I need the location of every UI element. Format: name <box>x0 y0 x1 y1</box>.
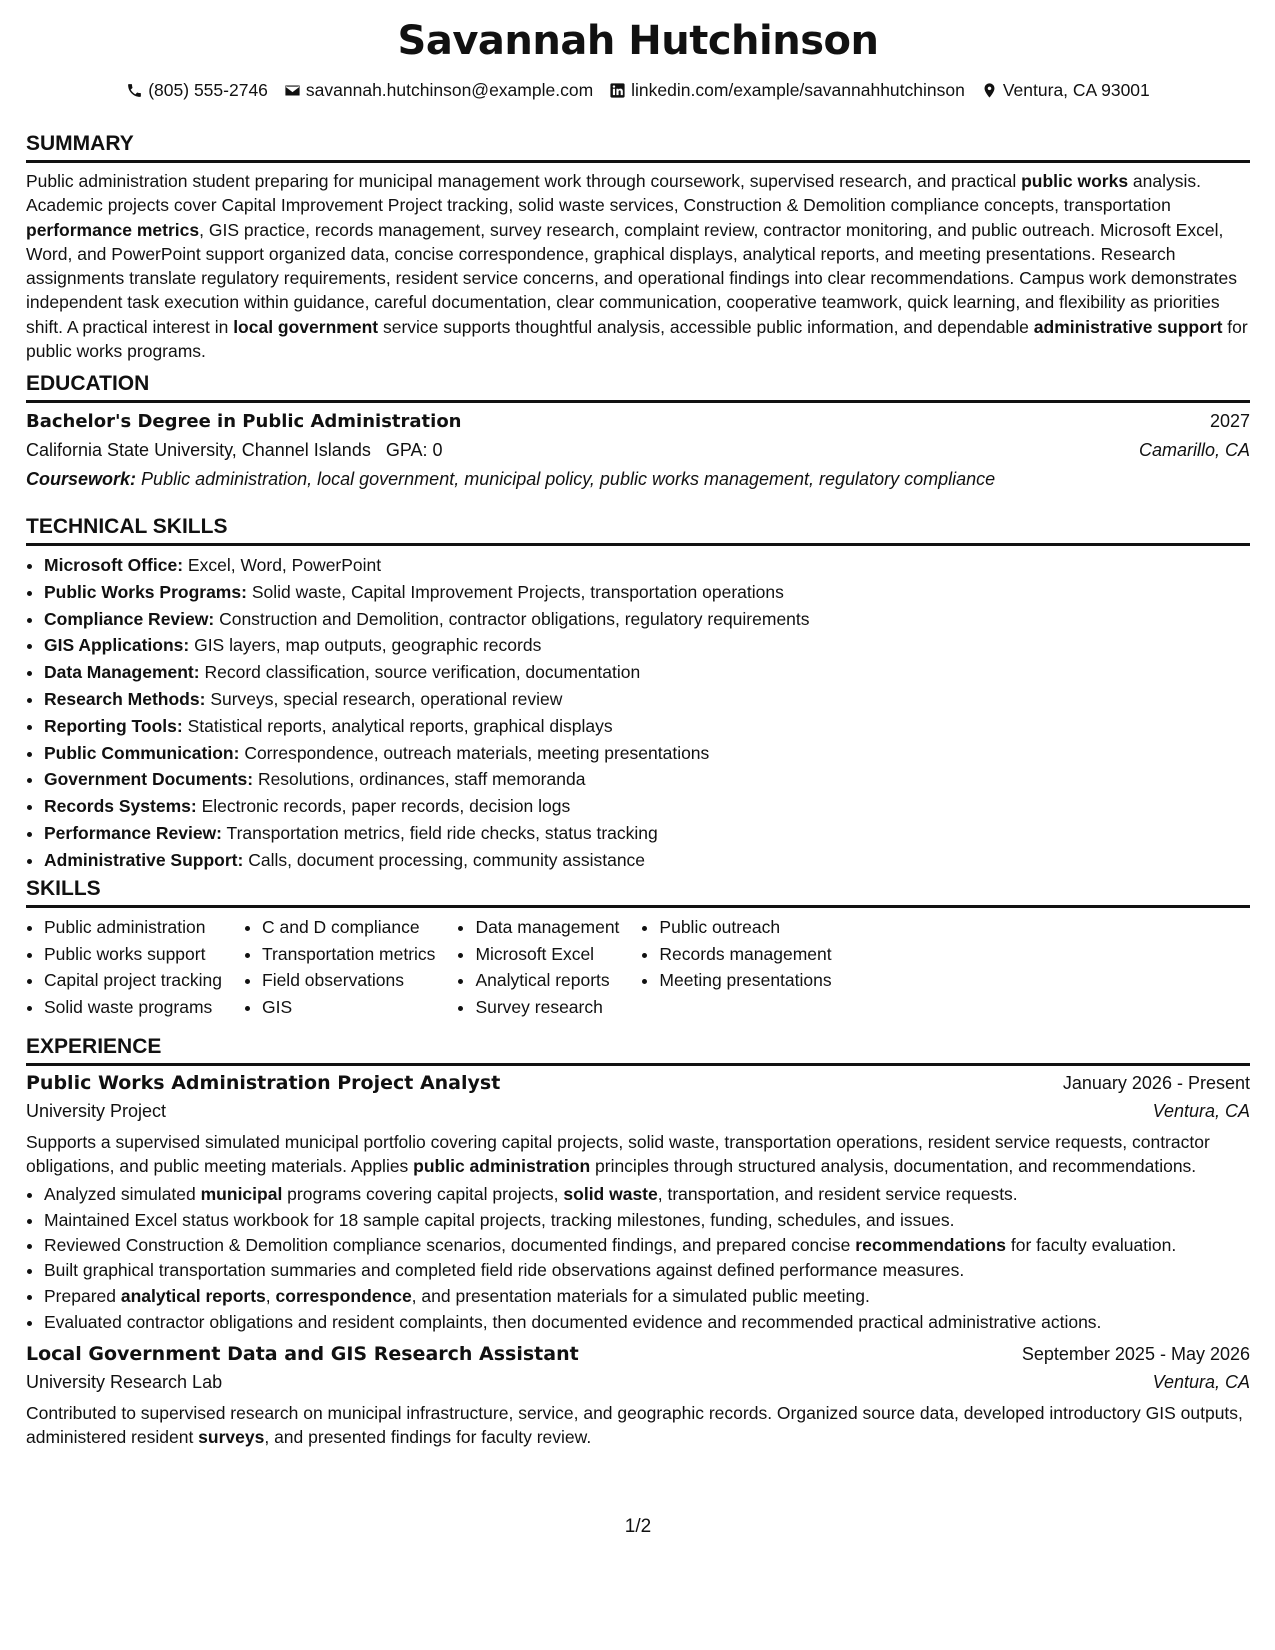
summary-text: Public administration student preparing for municipal management work through coursework, supervised research, and practical public works analysis. Academic projects cover Capital Improvement Project tracking, solid waste services, Construction & Demolition compliance concepts, transportation performance metrics, GIS practice, records management, survey research, complaint review, contractor monitoring, and public outreach. Microsoft Excel, Word, and PowerPoint support organized data, concise correspondence, graphical displays, analytical reports, and meeting presentations. Research assignments translate regulatory requirements, resident service concerns, and operational findings into clear recommendations. Campus work demonstrates independent task execution within guidance, careful documentation, clear communication, cooperative teamwork, quick learning, and flexibility as priorities shift. A practical interest in local government service supports thoughtful analysis, accessible public information, and dependable administrative support for public works programs. <box>26 171 1248 362</box>
list-item: • C and D compliance <box>262 914 435 941</box>
list-item: • Microsoft Office: Excel, Word, PowerPoint <box>44 552 1250 579</box>
job-location: Ventura, CA <box>1152 1371 1250 1392</box>
list-item: • Public Communication: Correspondence, outreach materials, meeting presentations <box>44 740 1250 767</box>
contact-phone[interactable] <box>126 80 268 101</box>
school-location: Camarillo, CA <box>1138 440 1250 460</box>
job-header <box>26 1343 1250 1365</box>
list-item: • Public outreach <box>659 914 831 941</box>
school-name: California State University, Channel Islands <box>26 440 371 460</box>
candidate-name: Savannah Hutchinson <box>397 18 879 64</box>
job-org: University Research Lab <box>26 1371 223 1392</box>
skills-column <box>26 914 222 1021</box>
job-title: Local Government Data and GIS Research Assistant <box>26 1342 579 1365</box>
degree-name: Bachelor's Degree in Public Administration <box>26 411 462 432</box>
job-header <box>26 1072 1250 1094</box>
technical-skills-section <box>26 515 1250 874</box>
job-org-row <box>26 1372 1250 1393</box>
list-item: • Microsoft Excel <box>475 941 619 968</box>
list-item: • Records management <box>659 941 831 968</box>
email-text: savannah.hutchinson@example.com <box>305 80 594 100</box>
list-item: • Solid waste programs <box>44 994 222 1021</box>
coursework: Coursework: Public administration, local government, municipal policy, public works management, regulatory compliance <box>26 469 996 489</box>
list-item: • Reviewed Construction & Demolition compliance scenarios, documented findings, and prepared concise recommendations for faculty evaluation. <box>44 1233 1250 1257</box>
list-item: • Analytical reports <box>475 967 619 994</box>
linkedin-text: linkedin.com/example/savannahhutchinson <box>631 80 965 100</box>
list-item: • Analyzed simulated municipal programs covering capital projects, solid waste, transportation, and resident service requests. <box>44 1181 1250 1207</box>
job-org-row <box>26 1101 1250 1122</box>
list-item: • Government Documents: Resolutions, ordinances, staff memoranda <box>44 766 1250 793</box>
list-item: • Research Methods: Surveys, special research, operational review <box>44 686 1250 713</box>
list-item: • Records Systems: Electronic records, paper records, decision logs <box>44 793 1250 820</box>
skills-column <box>244 914 435 1021</box>
education-section <box>26 372 1250 490</box>
page-number: 1/2 <box>624 1516 652 1537</box>
contact-bar <box>26 80 1250 101</box>
list-item: • GIS Applications: GIS layers, map outputs, geographic records <box>44 632 1250 659</box>
section-title: SKILLS <box>26 877 1250 908</box>
list-item: • Field observations <box>262 967 435 994</box>
location-text: Ventura, CA 93001 <box>1002 80 1150 100</box>
list-item: • Public administration <box>44 914 222 941</box>
envelope-icon <box>284 82 301 99</box>
gpa: GPA: 0 <box>385 440 443 460</box>
list-item: • Survey research <box>475 994 619 1021</box>
list-item: • Capital project tracking <box>44 967 222 994</box>
list-item: • Data Management: Record classification, source verification, documentation <box>44 659 1250 686</box>
skills-grid <box>26 914 1250 1021</box>
section-title: EDUCATION <box>26 372 1250 403</box>
experience-section <box>26 1035 1250 1449</box>
contact-email[interactable] <box>284 80 593 101</box>
skills-column <box>457 914 619 1021</box>
list-item: • Compliance Review: Construction and Demolition, contractor obligations, regulatory requirements <box>44 606 1250 633</box>
list-item: • Prepared analytical reports, correspondence, and presentation materials for a simulated public meeting. <box>44 1283 1250 1309</box>
contact-linkedin[interactable] <box>609 80 965 101</box>
school-row <box>26 440 1250 461</box>
job-location: Ventura, CA <box>1152 1101 1250 1121</box>
job-title: Public Works Administration Project Analyst <box>26 1072 501 1094</box>
degree-row <box>26 411 1250 432</box>
degree-year: 2027 <box>1209 411 1250 431</box>
list-item: • Evaluated contractor obligations and resident complaints, then documented evidence and recommended practical administrative actions. <box>44 1309 1250 1335</box>
section-title: TECHNICAL SKILLS <box>26 515 1250 546</box>
list-item: • Public works support <box>44 941 222 968</box>
technical-skills-list <box>26 552 1250 874</box>
list-item: • Data management <box>475 914 619 941</box>
job-description: Supports a supervised simulated municipal portfolio covering capital projects, solid waste, transportation operations, resident service requests, contractor obligations, and public meeting materials. Applies public administration principles through structured analysis, documentation, and recommendations. <box>26 1132 1210 1177</box>
job-bullets <box>26 1181 1250 1335</box>
map-pin-icon <box>981 82 998 99</box>
list-item: • Performance Review: Transportation metrics, field ride checks, status tracking <box>44 820 1250 847</box>
list-item: • Reporting Tools: Statistical reports, analytical reports, graphical displays <box>44 713 1250 740</box>
section-title: EXPERIENCE <box>26 1035 1250 1066</box>
phone-icon <box>126 82 143 99</box>
list-item: • Meeting presentations <box>659 967 831 994</box>
list-item: • Built graphical transportation summaries and completed field ride observations against defined performance measures. <box>44 1257 1250 1283</box>
skills-column <box>641 914 831 1021</box>
skills-section <box>26 877 1250 1021</box>
list-item: • Maintained Excel status workbook for 18 sample capital projects, tracking milestones, funding, schedules, and issues. <box>44 1207 1250 1233</box>
list-item: • Administrative Support: Calls, document processing, community assistance <box>44 847 1250 874</box>
job-org: University Project <box>26 1101 167 1121</box>
list-item: • GIS <box>262 994 435 1021</box>
section-title: SUMMARY <box>26 132 1250 163</box>
summary-section <box>26 132 1250 363</box>
job-dates: January 2026 - Present <box>1062 1073 1250 1093</box>
list-item: • Transportation metrics <box>262 941 435 968</box>
job-description: Contributed to supervised research on municipal infrastructure, service, and geographic records. Organized source data, developed introductory GIS outputs, administered resident surveys, and presented findings for faculty review. <box>26 1402 1243 1447</box>
contact-location <box>981 80 1150 101</box>
job-dates: September 2025 - May 2026 <box>1021 1343 1250 1364</box>
linkedin-icon <box>609 82 626 99</box>
list-item: • Public Works Programs: Solid waste, Capital Improvement Projects, transportation operations <box>44 579 1250 606</box>
phone-text: (805) 555-2746 <box>148 80 268 100</box>
